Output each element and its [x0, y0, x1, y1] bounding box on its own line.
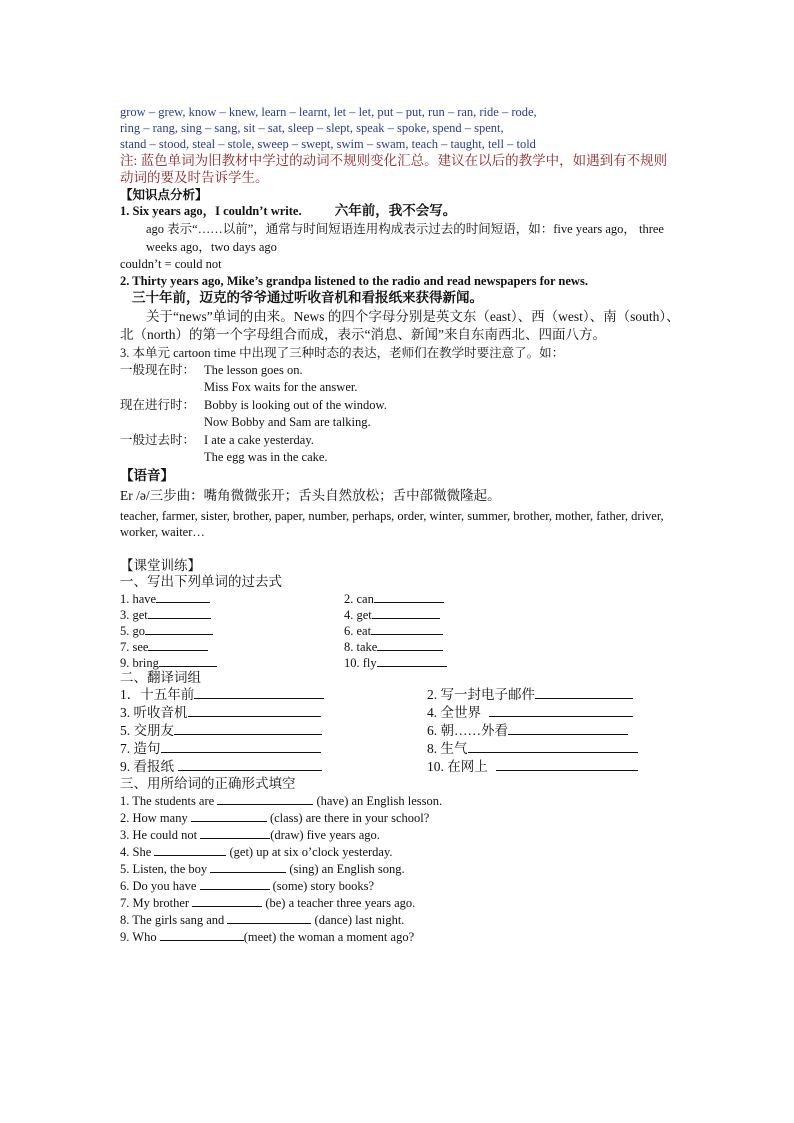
answer-blank[interactable] — [174, 722, 322, 735]
exercise-row — [120, 654, 680, 670]
sentence-end: (class) are there in your school? — [269, 811, 430, 825]
part-2-list — [120, 686, 680, 776]
document-page — [120, 104, 680, 945]
exercise-item: 5. go — [120, 624, 145, 638]
sentence-end: (be) a teacher three years ago. — [265, 896, 416, 910]
exercise-sentence — [120, 911, 680, 928]
exercise-item: 5. 交朋友 — [120, 723, 174, 738]
point-2-english: 2. Thirty years ago, Mike’s grandpa listened to the radio and read newspapers for news. — [120, 274, 588, 288]
answer-blank[interactable] — [191, 809, 267, 822]
exercise-item: 3. 听收音机 — [120, 705, 188, 720]
point-1-note: couldn’t = could not — [120, 257, 222, 271]
exercise-sentence — [120, 860, 680, 877]
sentence-end: (get) up at six o’clock yesterday. — [229, 845, 393, 859]
section-heading-exercise: 【课堂训练】 — [120, 558, 201, 573]
answer-blank[interactable] — [508, 722, 628, 735]
sentence-end: (draw) five years ago. — [270, 828, 380, 842]
answer-blank[interactable] — [194, 686, 324, 699]
verbs-line: ring – rang, sing – sang, sit – sat, sleep – slept, speak – spoke, spend – spent, — [120, 121, 504, 135]
answer-blank[interactable] — [160, 928, 244, 941]
answer-blank[interactable] — [148, 606, 211, 619]
exercise-row — [120, 740, 680, 758]
sentence-start: 6. Do you have — [120, 879, 197, 893]
tense-example: The lesson goes on. — [204, 363, 303, 377]
sentence-end: (some) story books? — [272, 879, 374, 893]
exercise-item: 7. see — [120, 640, 149, 654]
sentence-start: 3. He could not — [120, 828, 198, 842]
exercise-item: 9. bring — [120, 656, 159, 670]
phonics-words: teacher, farmer, sister, brother, paper, number, perhaps, order, winter, summer, brother, mother, father, driver, worker, waiter… — [120, 509, 664, 539]
exercise-item: 1．十五年前 — [120, 687, 195, 702]
point-1-chinese: 六年前，我不会写。 — [334, 203, 457, 218]
sentence-start: 7. My brother — [120, 896, 190, 910]
exercise-item: 4. 全世界 — [427, 705, 481, 720]
answer-blank[interactable] — [374, 590, 444, 603]
exercise-sentence — [120, 792, 680, 809]
sentence-end: (meet) the woman a moment ago? — [243, 930, 415, 944]
point-1-english: 1. Six years ago，I couldn’t write. — [120, 204, 302, 218]
tense-row — [120, 362, 680, 378]
answer-blank[interactable] — [372, 606, 440, 619]
part-1-list — [120, 590, 680, 670]
tense-example: Bobby is looking out of the window. — [204, 398, 387, 412]
exercise-row — [120, 722, 680, 740]
sentence-start: 8. The girls sang and — [120, 913, 225, 927]
answer-blank[interactable] — [371, 622, 443, 635]
answer-blank[interactable] — [377, 638, 443, 651]
point-1-sentence — [120, 203, 680, 219]
answer-blank[interactable] — [192, 894, 262, 907]
exercise-item: 7. 造句 — [120, 741, 161, 756]
part-1-title: 一、写出下列单词的过去式 — [120, 574, 282, 589]
answer-blank[interactable] — [217, 792, 313, 805]
sentence-start: 5. Listen, the boy — [120, 862, 208, 876]
irregular-verbs-list — [120, 104, 680, 152]
answer-blank[interactable] — [210, 860, 286, 873]
exercise-row — [120, 758, 680, 776]
verbs-line: grow – grew, know – knew, learn – learnt, let – let, put – put, run – ran, ride – rode, — [120, 105, 537, 119]
sentence-end: (have) an English lesson. — [316, 794, 443, 808]
sentence-start: 1. The students are — [120, 794, 215, 808]
point-2-explanation: 关于“news”单词的由来。News 的四个字母分别是英文东（east）、西（west）、南（south）、北（north）的第一个字母组合而成，表示“消息、新闻”来自东南西北、四面八方。 — [120, 309, 680, 342]
tense-row — [120, 397, 680, 413]
exercise-sentence — [120, 826, 680, 843]
section-heading-phonics: 【语音】 — [120, 468, 174, 483]
exercise-item: 9. 看报纸 — [120, 759, 174, 774]
exercise-item: 6. eat — [344, 624, 372, 638]
exercise-item: 6. 朝……外看 — [427, 723, 508, 738]
phonics-rule: Er /ə/三步曲：嘴角微微张开；舌头自然放松；舌中部微微隆起。 — [120, 488, 501, 503]
answer-blank[interactable] — [535, 686, 633, 699]
answer-blank[interactable] — [200, 877, 270, 890]
answer-blank[interactable] — [200, 826, 270, 839]
answer-blank[interactable] — [161, 740, 321, 753]
exercise-item: 10. fly — [344, 656, 377, 670]
exercise-row — [120, 704, 680, 722]
exercise-row — [120, 686, 680, 704]
answer-blank[interactable] — [148, 638, 208, 651]
answer-blank[interactable] — [159, 654, 217, 667]
sentence-end: (dance) last night. — [314, 913, 405, 927]
tense-example: Now Bobby and Sam are talking. — [204, 415, 371, 429]
sentence-end: (sing) an English song. — [289, 862, 405, 876]
tense-example: Miss Fox waits for the answer. — [204, 380, 358, 394]
teacher-note: 注: 蓝色单词为旧教材中学过的动词不规则变化汇总。建议在以后的教学中，如遇到有不规则动词的要及时告诉学生。 — [120, 153, 668, 185]
verbs-line: stand – stood, steal – stole, sweep – swept, swim – swam, teach – taught, tell – told — [120, 137, 536, 151]
answer-blank[interactable] — [188, 704, 321, 717]
exercise-sentence — [120, 843, 680, 860]
section-heading-analysis: 【知识点分析】 — [120, 188, 208, 202]
answer-blank[interactable] — [468, 740, 638, 753]
tense-example: The egg was in the cake. — [204, 450, 328, 464]
answer-blank[interactable] — [178, 758, 322, 771]
tense-example: I ate a cake yesterday. — [204, 433, 314, 447]
sentence-start: 2. How many — [120, 811, 188, 825]
sentence-start: 9. Who — [120, 930, 157, 944]
part-3-title: 三、用所给词的正确形式填空 — [120, 776, 296, 791]
exercise-sentence — [120, 928, 680, 945]
exercise-item: 2. can — [344, 592, 374, 606]
exercise-item: 10. 在网上 — [427, 759, 488, 774]
tense-label: 一般过去时： — [120, 433, 196, 447]
part-2-title: 二、翻译词组 — [120, 670, 201, 685]
part-3-list — [120, 792, 680, 945]
answer-blank[interactable] — [489, 704, 633, 717]
exercise-row — [120, 622, 680, 638]
answer-blank[interactable] — [154, 843, 226, 856]
exercise-item: 8. 生气 — [427, 741, 468, 756]
exercise-item: 3. get — [120, 608, 148, 622]
exercise-sentence — [120, 894, 680, 911]
exercise-row — [120, 606, 680, 622]
answer-blank[interactable] — [377, 654, 447, 667]
answer-blank[interactable] — [496, 758, 638, 771]
exercise-item: 1. have — [120, 592, 157, 606]
exercise-item: 4. get — [344, 608, 372, 622]
tense-label: 一般现在时： — [120, 363, 196, 377]
exercise-sentence — [120, 809, 680, 826]
exercise-row — [120, 590, 680, 606]
answer-blank[interactable] — [156, 590, 210, 603]
answer-blank[interactable] — [227, 911, 311, 924]
answer-blank[interactable] — [145, 622, 213, 635]
exercise-sentence — [120, 877, 680, 894]
tense-row — [120, 432, 680, 448]
tense-examples — [120, 362, 680, 465]
exercise-item: 2. 写一封电子邮件 — [427, 687, 535, 702]
exercise-row — [120, 638, 680, 654]
point-2-chinese: 三十年前，迈克的爷爷通过听收音机和看报纸来获得新闻。 — [132, 290, 483, 305]
tense-label: 现在进行时： — [120, 398, 196, 412]
sentence-start: 4. She — [120, 845, 152, 859]
point-1-explanation: ago 表示“……以前”，通常与时间短语连用构成表示过去的时间短语，如：five years ago， three weeks ago，two days ago — [146, 222, 664, 254]
exercise-item: 8. take — [344, 640, 378, 654]
point-3-intro: 3. 本单元 cartoon time 中出现了三种时态的表达，老师们在教学时要注意了。如： — [120, 346, 565, 360]
